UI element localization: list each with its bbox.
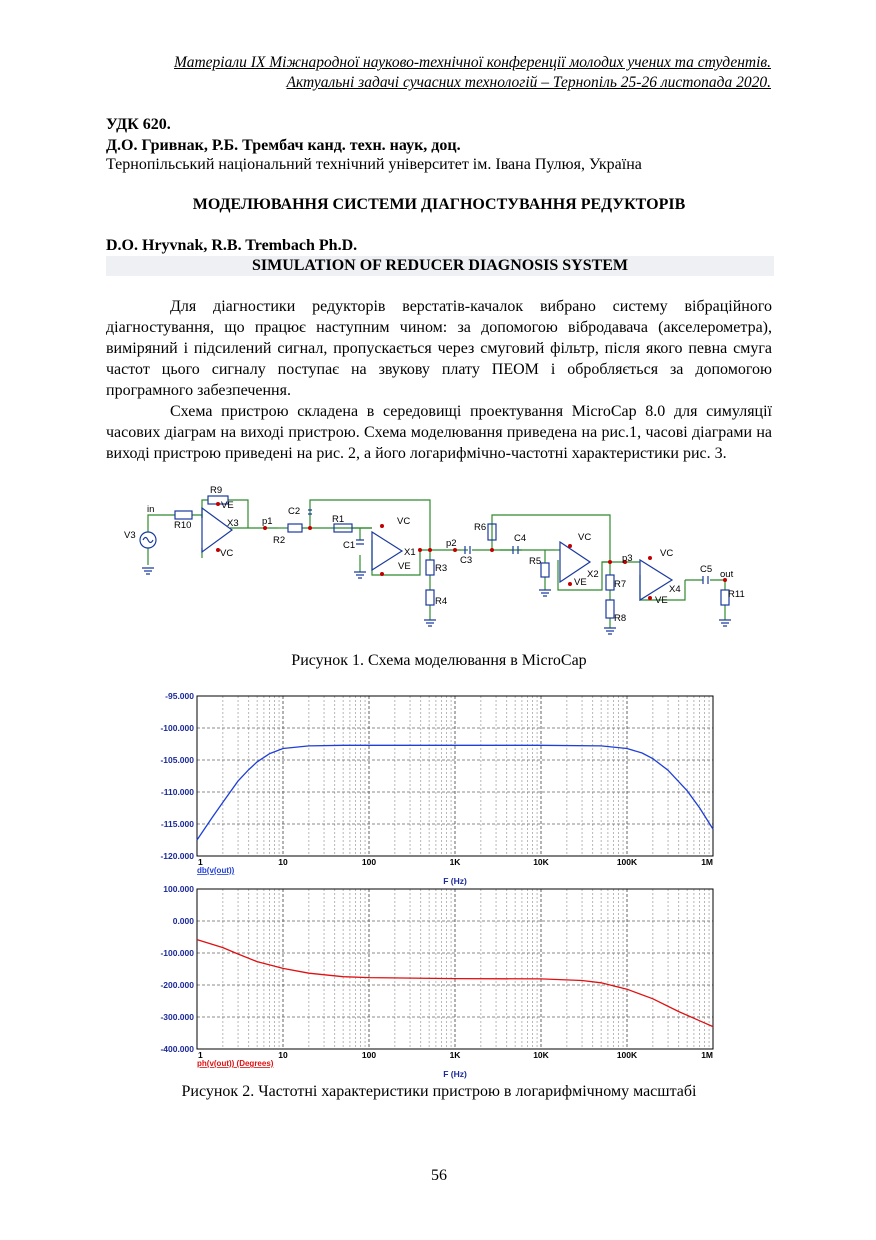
x-axis-label: F (Hz) [443,876,467,886]
label-X1: X1 [404,547,416,558]
x-tick-label: 1M [701,857,713,867]
y-tick-label: -100.000 [160,948,194,958]
label-C2: C2 [288,506,301,517]
figure2-caption: Рисунок 2. Частотні характеристики пристрою в логарифмічному масштабі [181,1083,697,1100]
x-tick-label: 100 [361,857,377,867]
label-X3: X3 [227,518,239,529]
x-tick-label: 10K [533,1050,549,1060]
label-VC: VC [578,532,592,543]
x-tick-label: 10 [278,857,288,867]
label-VE: VE [655,595,668,606]
label-p1: p1 [262,516,273,527]
y-tick-label: -300.000 [160,1012,194,1022]
label-VC: VC [397,516,411,527]
x-tick-label: 1 [198,1050,203,1060]
y-axis-label: db(v(out)) [197,866,235,875]
wire [148,515,175,532]
label-out: out [720,569,734,580]
label-p2: p2 [446,538,457,549]
label-VE: VE [574,577,587,588]
label-R3: R3 [435,563,448,574]
label-V3: V3 [124,530,136,541]
y-axis-label: ph(v(out)) (Degrees) [197,1059,274,1068]
label-R10: R10 [174,520,192,531]
magnitude-plot [160,691,713,886]
label-in: in [147,504,155,515]
phase-plot [160,884,713,1079]
x-tick-label: 10 [278,1050,288,1060]
title-en: SIMULATION OF REDUCER DIAGNOSIS SYSTEM [106,256,774,276]
x-tick-label: 10K [533,857,549,867]
label-C5: C5 [700,564,713,575]
affiliation: Тернопільський національний технічний університет ім. Івана Пулюя, Україна [106,156,642,173]
conference-header-line1: Матеріали IX Міжнародної науково-технічної конференції молодих учених та студентів. [174,54,771,71]
frequency-response-plots [140,688,740,1082]
label-X2: X2 [587,569,599,580]
x-tick-label: 100K [616,1050,638,1060]
label-VE: VE [398,561,411,572]
authors-ua: Д.О. Гривнак, Р.Б. Трембач канд. техн. наук, доц. [106,137,461,154]
y-tick-label: -105.000 [160,755,194,765]
label-C1: C1 [343,540,356,551]
udk-code: УДК 620. [106,116,171,133]
x-tick-label: 1K [449,1050,461,1060]
page-number: 56 [431,1167,447,1184]
x-tick-label: 1K [449,857,461,867]
label-R2: R2 [273,535,286,546]
label-R11: R11 [728,589,745,600]
figure1-caption: Рисунок 1. Схема моделювання в MicroCap [291,652,587,669]
label-R9: R9 [210,485,223,496]
label-R7: R7 [614,579,627,590]
y-tick-label: -95.000 [165,691,194,701]
label-VE: VE [221,500,234,511]
y-tick-label: 100.000 [163,884,194,894]
label-R5: R5 [529,556,542,567]
x-axis-label: F (Hz) [443,1069,467,1079]
label-C3: C3 [460,555,473,566]
authors-en: D.O. Hryvnak, R.B. Trembach Ph.D. [106,237,358,254]
y-tick-label: -200.000 [160,980,194,990]
label-p3: p3 [622,553,633,564]
y-tick-label: -110.000 [160,787,194,797]
y-tick-label: -120.000 [160,851,194,861]
label-R4: R4 [435,596,448,607]
paragraph-2: Схема пристрою складена в середовищі проектування MicroCap 8.0 для симуляції часових діаграм на виході пристрою. Схема моделювання приведена на рис.1, часові діаграми на виході пристрою приведені на рис. 2, а його логарифмічно-частотні характеристики рис. 3. [106,403,772,462]
y-tick-label: -115.000 [160,819,194,829]
circuit-schematic [120,480,760,640]
label-X4: X4 [669,584,681,595]
y-tick-label: -400.000 [160,1044,194,1054]
y-tick-label: -100.000 [160,723,194,733]
paragraph-1: Для діагностики редукторів верстатів-качалок вибрано систему вібраційного діагностування, що працює наступним чином: за допомогою вібродавача (акселерометра), виміряний і підсилений сигнал, пропускається через смуговий фільтр, після якого певна смуга частот цього сигналу поступає на звукову плату ПЕОМ і обробляється за допомогою програмного забезпечення. [106,298,772,399]
x-tick-label: 1M [701,1050,713,1060]
x-tick-label: 100K [616,857,638,867]
label-C4: C4 [514,533,527,544]
label-VC: VC [220,548,234,559]
label-VC: VC [660,548,674,559]
y-tick-label: 0.000 [172,916,194,926]
x-tick-label: 100 [361,1050,377,1060]
x-tick-label: 1 [198,857,203,867]
title-ua: МОДЕЛЮВАННЯ СИСТЕМИ ДІАГНОСТУВАННЯ РЕДУКТОРІВ [192,196,686,213]
label-R6: R6 [474,522,487,533]
conference-header-line2: Актуальні задачі сучасних технологій – Тернопіль 25-26 листопада 2020. [286,74,771,91]
label-R1: R1 [332,514,345,525]
label-R8: R8 [614,613,627,624]
